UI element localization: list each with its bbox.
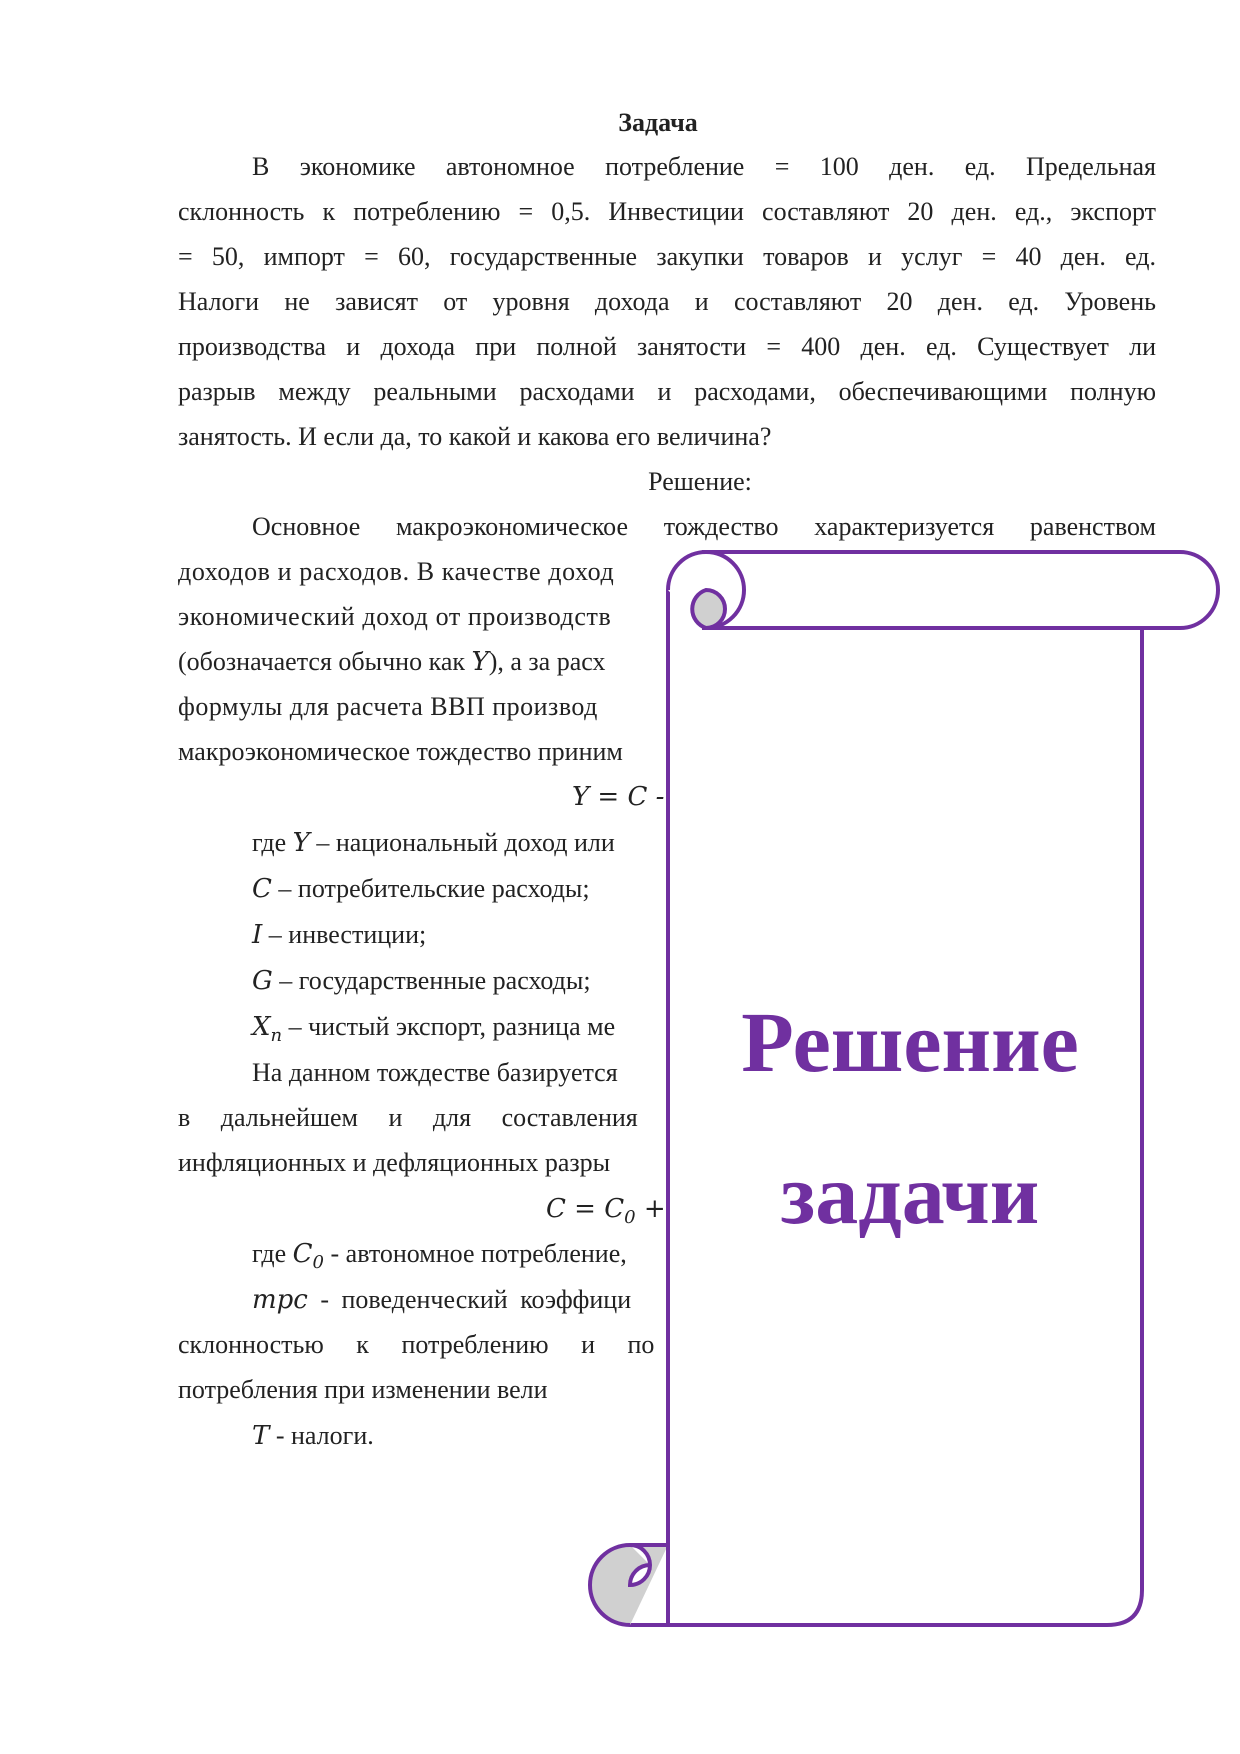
problem-line-2: склонность к потреблению = 0,5. Инвестиции составляют 20 ден. ед., экспорт <box>178 197 1156 226</box>
formula2-tail: + <box>635 1194 666 1224</box>
def-x-sub: n <box>270 1025 283 1047</box>
def-t-text: - налоги. <box>269 1421 374 1450</box>
solution-line-3: экономический доход от производств <box>178 602 612 631</box>
formula2-sub: 0 <box>624 1207 636 1229</box>
problem-line-4: Налоги не зависят от уровня дохода и составляют 20 ден. ед. Уровень <box>178 287 1156 316</box>
def-c0-symbol: C <box>292 1239 313 1269</box>
def-y-prefix: где <box>252 828 293 857</box>
para2-line-1: На данном тождестве базируется <box>252 1058 618 1087</box>
solution-line-1: Основное макроэкономическое тождество характеризуется равенством <box>252 512 1156 541</box>
para2-line-2: в дальнейшем и для составления <box>178 1103 638 1132</box>
formula2-main: C = C <box>546 1194 625 1224</box>
problem-line-6: разрыв между реальными расходами и расходами, обеспечивающими полную <box>178 377 1156 406</box>
solution-line-6: макроэкономическое тождество приним <box>178 737 623 766</box>
banner-line-2: задачи <box>780 1146 1040 1242</box>
def-mpc-line-3: потребления при изменении вели <box>178 1375 548 1404</box>
def-t-symbol: T <box>252 1421 270 1451</box>
def-c0-text: - автономное потребление, <box>324 1239 627 1268</box>
solution-line-4-text: (обозначается обычно как <box>178 647 472 676</box>
def-c0-prefix: где <box>252 1239 293 1268</box>
problem-line-3: = 50, импорт = 60, государственные закупки товаров и услуг = 40 ден. ед. <box>178 242 1156 271</box>
scroll-top-roll <box>702 552 1218 628</box>
problem-line-1: В экономике автономное потребление = 100 ден. ед. Предельная <box>252 152 1156 181</box>
def-g-text: – государственные расходы; <box>272 966 591 995</box>
solution-line-5: формулы для расчета ВВП производ <box>178 692 598 721</box>
formula-gdp: Y = C - <box>572 782 665 812</box>
def-mpc-text: - поведенческий коэффици <box>307 1285 632 1314</box>
def-c0-sub: 0 <box>312 1252 324 1274</box>
scroll-top-curl-shade <box>692 590 725 628</box>
def-mpc-line-2: склонностью к потреблению и по <box>178 1330 655 1359</box>
problem-title: Задача <box>618 108 698 137</box>
def-c-text: – потребительские расходы; <box>271 874 590 903</box>
solution-heading: Решение: <box>648 467 752 496</box>
problem-line-7: занятость. И если да, то какой и какова его величина? <box>178 422 772 451</box>
solution-line-2: доходов и расходов. В качестве доход <box>178 557 615 586</box>
def-c-symbol: C <box>252 874 272 904</box>
banner-line-1: Решение <box>741 994 1079 1090</box>
def-y-text: – национальный доход или <box>309 828 615 857</box>
def-x-symbol: X <box>252 1012 271 1042</box>
def-y-symbol: Y <box>292 828 310 858</box>
problem-line-5: производства и дохода при полной занятости = 400 ден. ед. Существует ли <box>178 332 1156 361</box>
def-i-text: – инвестиции; <box>262 920 427 949</box>
scroll-body <box>668 630 1142 1625</box>
def-x-text: – чистый экспорт, разница ме <box>282 1012 616 1041</box>
inline-y-symbol: Y <box>471 647 489 677</box>
def-g-symbol: G <box>252 966 273 996</box>
para2-line-3: инфляционных и дефляционных разры <box>178 1148 611 1177</box>
def-mpc-symbol: mpc <box>252 1285 308 1315</box>
solution-line-4-tail: ), а за расх <box>488 647 606 676</box>
def-i-symbol: I <box>252 920 263 950</box>
